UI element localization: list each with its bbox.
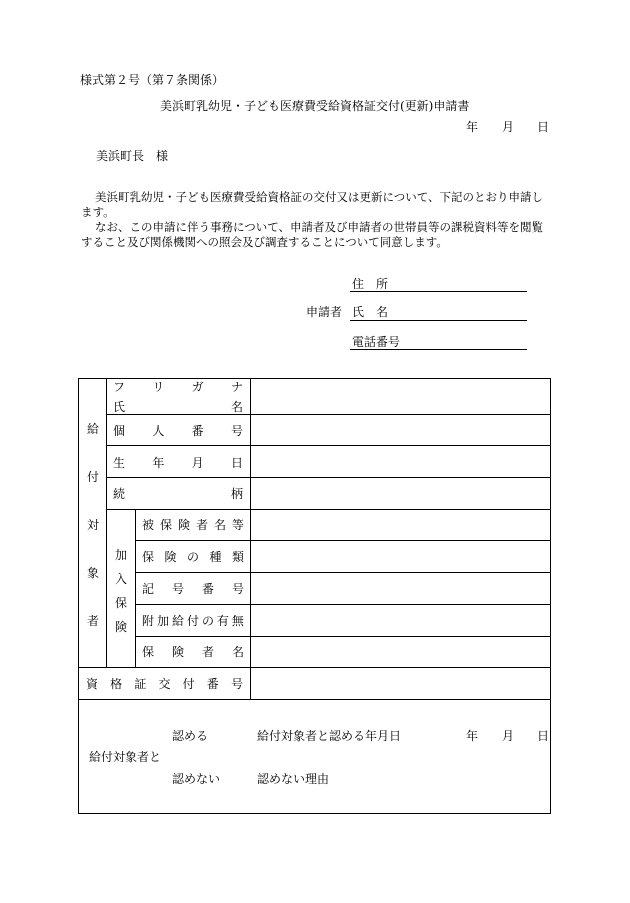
birthdate-label: 生 年 月 日 <box>113 456 243 470</box>
symbol-number-input[interactable] <box>251 573 550 604</box>
relationship-label: 続 柄 <box>113 487 243 501</box>
insurance-type-label: 保 険 の 種 類 <box>142 550 244 564</box>
phone-field-line[interactable] <box>350 349 527 350</box>
birthdate-input[interactable] <box>251 446 550 477</box>
certificate-number-label: 資 格 証 交 付 番 号 <box>86 677 243 691</box>
insured-name-input[interactable] <box>251 510 550 540</box>
address-label-1: 住 <box>352 277 365 291</box>
applicant-label: 申請者 <box>306 305 343 319</box>
address-field-line[interactable] <box>350 291 527 292</box>
insurance-type-input[interactable] <box>251 541 550 572</box>
approve-day-label: 日 <box>537 729 550 743</box>
name-field-line[interactable] <box>350 320 527 321</box>
addressee: 美浜町長 様 <box>96 149 169 163</box>
form-title: 美浜町乳幼児・子ども医療費受給資格証交付(更新)申請書 <box>160 99 470 113</box>
furigana-name-input[interactable] <box>251 379 550 414</box>
name-label-1: 氏 <box>352 305 365 319</box>
insured-name-label: 被 保 険 者 名 等 <box>142 518 244 532</box>
name-label-2: 名 <box>376 305 389 319</box>
approve-year-label: 年 <box>466 729 479 743</box>
form-number: 様式第２号（第７条関係） <box>80 73 225 87</box>
address-label-2: 所 <box>376 277 389 291</box>
deny-option[interactable]: 認めない <box>172 772 221 786</box>
personal-number-label: 個 人 番 号 <box>113 424 243 438</box>
phone-label: 電話番号 <box>352 335 401 349</box>
header-month-label: 月 <box>502 120 515 134</box>
insurer-label: 保 険 者 名 <box>142 645 244 659</box>
relationship-input[interactable] <box>251 478 550 509</box>
beneficiary-group-label: 給 付 対 象 者 <box>86 422 99 628</box>
insurance-group-label: 加 入 保 険 <box>114 548 127 634</box>
personal-number-input[interactable] <box>251 415 550 445</box>
header-year-label: 年 <box>466 120 479 134</box>
decision-label: 給付対象者と <box>89 750 162 764</box>
body-paragraph-1: 美浜町乳幼児・子ども医療費受給資格証の交付又は更新について、下記のとおり申請します。 <box>81 190 544 219</box>
additional-benefit-label: 附 加 給 付 の 有 無 <box>142 614 244 628</box>
certificate-number-input[interactable] <box>251 668 550 699</box>
additional-benefit-input[interactable] <box>251 605 550 636</box>
approve-option[interactable]: 認める <box>172 729 209 743</box>
name-row-label: 氏 名 <box>113 400 243 414</box>
header-day-label: 日 <box>537 120 550 134</box>
body-paragraph-2: なお、この申請に伴う事務について、申請者及び申請者の世帯員等の課税資料等を閲覧すること及び関係機関への照会及び調査することについて同意します。 <box>81 220 544 249</box>
furigana-label: フ リ ガ ナ <box>113 380 243 394</box>
symbol-number-label: 記 号 番 号 <box>142 582 244 596</box>
insurer-input[interactable] <box>251 637 550 667</box>
deny-reason-label: 認めない理由 <box>257 772 330 786</box>
approve-month-label: 月 <box>502 729 515 743</box>
approve-date-label: 給付対象者と認める年月日 <box>257 729 402 743</box>
